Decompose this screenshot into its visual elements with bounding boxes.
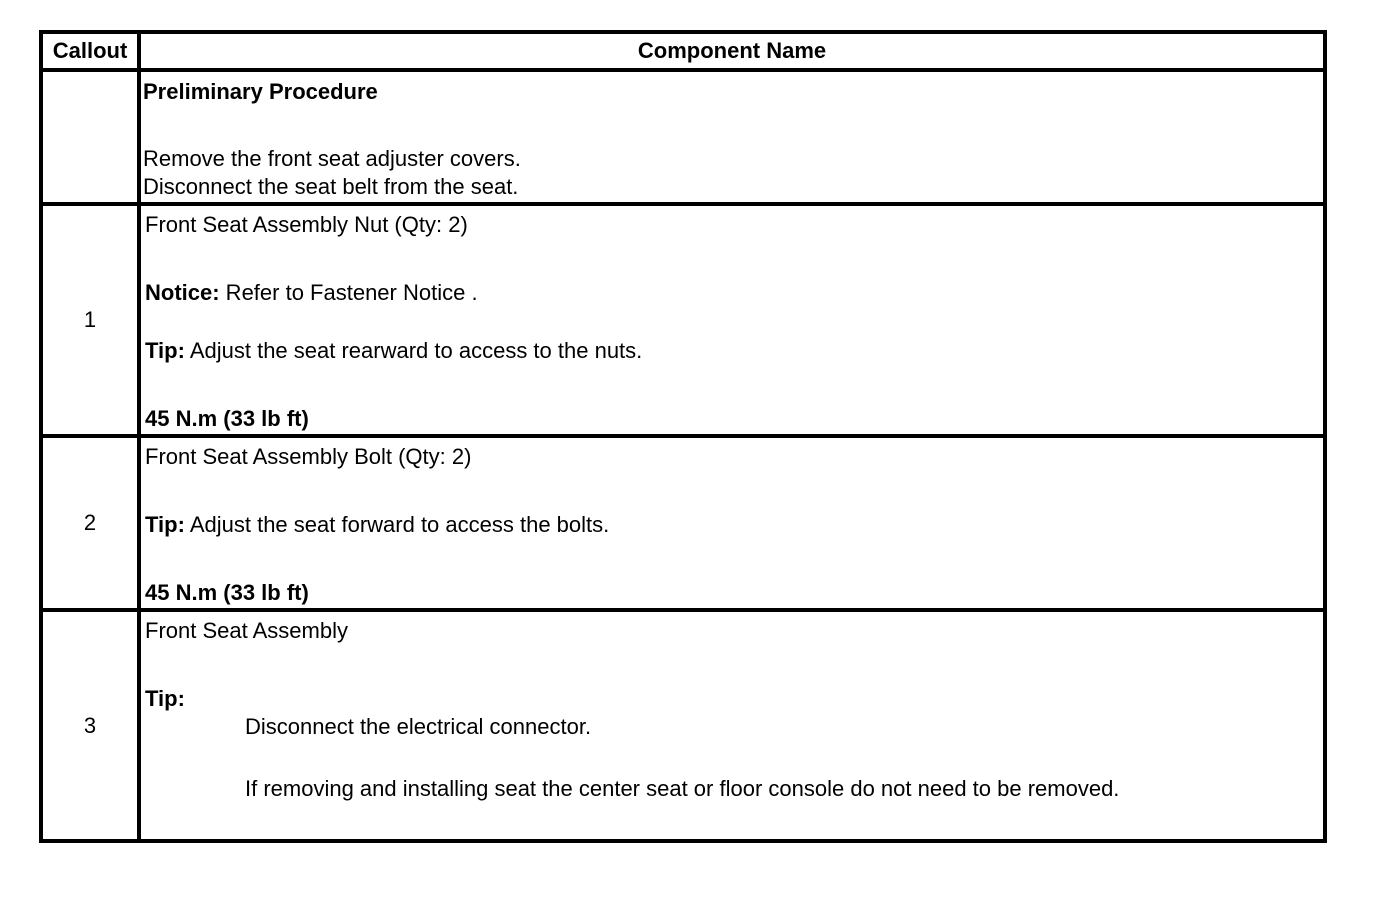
notice-label: Notice: (145, 280, 220, 305)
component-name: Front Seat Assembly Nut (Qty: 2) (145, 212, 468, 237)
torque-spec: 45 N.m (33 lb ft) (145, 580, 309, 605)
component-cell (139, 204, 1325, 436)
component-name: Front Seat Assembly (145, 618, 348, 643)
preliminary-row (41, 70, 1325, 204)
tip-text: Adjust the seat rearward to access to the nuts. (184, 338, 643, 363)
component-cell (139, 436, 1325, 610)
table-row (41, 436, 1325, 610)
callout-number: 2 (41, 436, 139, 610)
tip-label: Tip: (145, 686, 185, 711)
torque-spec: 45 N.m (33 lb ft) (145, 406, 309, 431)
component-cell (139, 610, 1325, 841)
tip-item-1: Disconnect the electrical connector. (245, 714, 592, 739)
component-name: Front Seat Assembly Bolt (Qty: 2) (145, 444, 472, 469)
tip-line (145, 337, 1323, 365)
preliminary-content-cell (139, 70, 1325, 204)
notice-text: Refer to Fastener Notice . (219, 280, 478, 305)
table-header-row (41, 32, 1325, 70)
tip-label: Tip: (145, 338, 185, 363)
callout-header: Callout (41, 32, 139, 70)
component-table (39, 30, 1327, 843)
tip-label: Tip: (145, 512, 185, 537)
preliminary-callout-cell (41, 70, 139, 204)
callout-number: 3 (41, 610, 139, 841)
tip-item-2: If removing and installing seat the center seat or floor console do not need to be removed. (245, 776, 1120, 801)
tip-text: Adjust the seat forward to access the bolts. (184, 512, 610, 537)
table-row (41, 204, 1325, 436)
preliminary-line-2: Disconnect the seat belt from the seat. (143, 174, 519, 199)
notice-line (145, 279, 1323, 307)
callout-number: 1 (41, 204, 139, 436)
component-name-header: Component Name (139, 32, 1325, 70)
preliminary-line-1: Remove the front seat adjuster covers. (143, 146, 521, 171)
table-row (41, 610, 1325, 841)
tip-line (145, 511, 1323, 539)
preliminary-title: Preliminary Procedure (143, 79, 378, 104)
